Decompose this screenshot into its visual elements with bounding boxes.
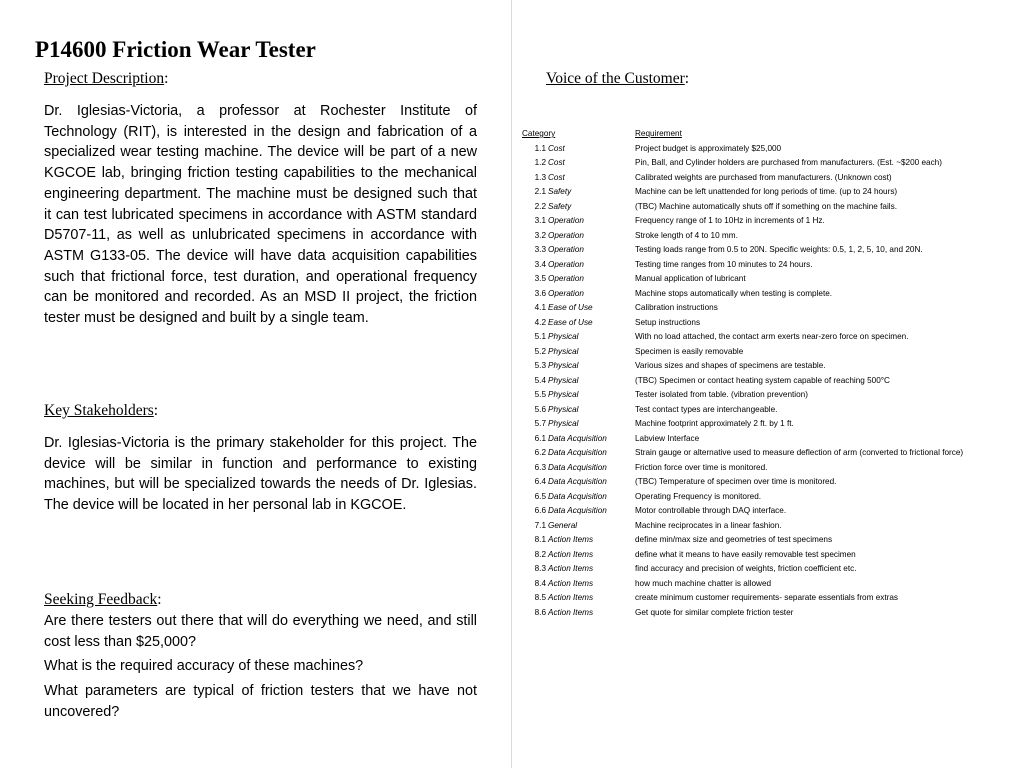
requirement-category: Data Acquisition [548, 448, 607, 457]
voice-of-customer-heading: Voice of the Customer: [546, 70, 690, 87]
requirement-text: With no load attached, the contact arm exerts near-zero force on specimen. [635, 332, 909, 341]
table-row [522, 606, 1022, 621]
requirement-text: Friction force over time is monitored. [635, 462, 768, 472]
requirement-text: (TBC) Specimen or contact heating system capable of reaching 500°C [635, 375, 890, 385]
requirement-category: Data Acquisition [548, 462, 607, 472]
table-row [522, 577, 1022, 592]
requirement-text: define min/max size and geometries of test specimens [635, 535, 833, 544]
requirement-category: Safety [548, 187, 572, 196]
requirement-number: 3.5 [534, 274, 546, 283]
project-description-text: Dr. Iglesias-Victoria, a professor at Rochester Institute of Technology (RIT), is interested in the design and fabrication of a specialized wear testing machine. The device will be part of a new KGCOE lab, bringing friction testing capabilities to the mechanical engineering department. The machine must be designed such that it can test lubricated specimens in accordance with ASTM standard D5707-11, as well as unlubricated specimens in accordance with ASTM G133-05. The device will have data acquisition capabilities such that frictional force, test duration, and operational frequency can be monitored and recorded. As an MSD II project, the friction tester must be designed and built by a single team. [44, 103, 477, 327]
requirement-category: Data Acquisition [548, 506, 607, 515]
feedback-question: What parameters are typical of friction testers that we have not uncovered? [44, 683, 477, 720]
requirement-number: 6.3 [534, 462, 546, 472]
requirement-category: Operation [548, 216, 584, 225]
requirement-text: create minimum customer requirements- separate essentials from extras [635, 593, 899, 602]
table-row [522, 243, 1022, 258]
table-row [522, 214, 1022, 229]
requirement-category: Cost [548, 158, 565, 167]
requirement-number: 3.3 [534, 245, 546, 254]
requirement-number: 3.4 [534, 259, 546, 269]
requirement-text: Testing time ranges from 10 minutes to 24 hours. [635, 259, 813, 269]
table-row [522, 490, 1022, 505]
table-row [522, 345, 1022, 360]
requirement-number: 6.1 [534, 433, 546, 443]
table-row [522, 374, 1022, 389]
requirements-table-header [522, 127, 1022, 142]
table-row [522, 330, 1022, 345]
table-row [522, 316, 1022, 331]
requirement-number: 5.6 [534, 404, 546, 414]
requirement-number: 8.1 [534, 535, 546, 544]
key-stakeholders-text: Dr. Iglesias-Victoria is the primary stakeholder for this project. The device will be similar in function and performance to existing machines, but will be specialized towards the needs of Dr. Iglesias. The device will be located in her personal lab in KGCOE. [44, 435, 477, 514]
requirement-column-header: Requirement [635, 129, 682, 138]
page-title: P14600 Friction Wear Tester [35, 37, 316, 62]
table-row [522, 548, 1022, 563]
requirement-category: Ease of Use [548, 317, 593, 327]
feedback-question: Are there testers out there that will do everything we need, and still cost less than $25,000? [44, 613, 477, 650]
requirement-text: Machine reciprocates in a linear fashion. [635, 520, 782, 530]
requirement-category: Operation [548, 230, 584, 240]
requirement-text: Stroke length of 4 to 10 mm. [635, 230, 738, 240]
requirement-category: Operation [548, 274, 584, 283]
requirement-number: 8.4 [534, 578, 546, 588]
requirement-category: Physical [548, 419, 579, 428]
requirement-category: Cost [548, 143, 565, 153]
requirement-number: 5.5 [534, 390, 546, 399]
requirement-number: 5.7 [534, 419, 546, 428]
requirement-text: Machine can be left unattended for long periods of time. (up to 24 hours) [635, 187, 898, 196]
table-row [522, 504, 1022, 519]
requirement-number: 2.2 [534, 201, 546, 211]
requirement-text: Calibration instructions [635, 303, 718, 312]
table-row [522, 446, 1022, 461]
requirement-text: Tester isolated from table. (vibration prevention) [635, 390, 808, 399]
requirement-category: Action Items [548, 578, 594, 588]
table-row [522, 519, 1022, 534]
feedback-question: What is the required accuracy of these machines? [44, 658, 364, 675]
table-row [522, 403, 1022, 418]
requirement-text: Labview Interface [635, 433, 700, 443]
seeking-feedback-heading-text: Seeking Feedback [44, 591, 158, 608]
requirement-category: Operation [548, 245, 584, 254]
requirement-category: Ease of Use [548, 303, 593, 312]
requirement-number: 6.5 [534, 491, 546, 501]
requirement-number: 1.3 [534, 172, 546, 182]
requirement-number: 8.3 [534, 564, 546, 573]
requirement-category: Physical [548, 361, 579, 370]
requirement-number: 1.1 [534, 143, 546, 153]
requirement-number: 6.6 [534, 506, 546, 515]
table-row [522, 533, 1022, 548]
table-row [522, 591, 1022, 606]
requirement-category: Physical [548, 346, 579, 356]
project-description-heading: Project Description: [44, 70, 169, 87]
table-row [522, 142, 1022, 157]
requirement-category: Action Items [548, 535, 594, 544]
table-row [522, 388, 1022, 403]
requirement-text: Machine footprint approximately 2 ft. by 1 ft. [635, 419, 794, 428]
requirement-number: 6.4 [534, 477, 546, 486]
requirement-text: Test contact types are interchangeable. [635, 404, 778, 414]
requirement-category: Physical [548, 375, 579, 385]
key-stakeholders-heading-text: Key Stakeholders [44, 402, 154, 419]
table-row [522, 287, 1022, 302]
requirement-text: Setup instructions [635, 317, 701, 327]
requirement-text: Machine stops automatically when testing is complete. [635, 288, 833, 298]
category-column-header: Category [522, 129, 556, 138]
requirement-number: 7.1 [534, 520, 546, 530]
requirement-text: Calibrated weights are purchased from manufacturers. (Unknown cost) [635, 172, 892, 182]
project-description-heading-text: Project Description [44, 70, 165, 87]
requirements-table [522, 127, 1022, 620]
key-stakeholders-heading: Key Stakeholders: [44, 402, 159, 419]
requirement-number: 6.2 [534, 448, 546, 457]
feedback-questions [44, 611, 477, 727]
voice-of-customer-heading-text: Voice of the Customer [546, 70, 685, 87]
requirement-category: Action Items [548, 564, 594, 573]
column-divider [511, 0, 512, 768]
requirement-category: Safety [548, 201, 572, 211]
requirement-text: Get quote for similar complete friction tester [635, 607, 794, 617]
requirement-category: Action Items [548, 549, 594, 559]
requirement-text: Operating Frequency is monitored. [635, 491, 762, 501]
requirement-number: 8.5 [534, 593, 546, 602]
requirement-number: 1.2 [534, 158, 546, 167]
table-row [522, 229, 1022, 244]
requirement-number: 4.1 [534, 303, 546, 312]
requirement-number: 4.2 [534, 317, 546, 327]
requirement-category: Physical [548, 390, 579, 399]
requirements-table-body [522, 142, 1022, 621]
table-row [522, 185, 1022, 200]
requirement-number: 2.1 [534, 187, 546, 196]
table-row [522, 272, 1022, 287]
requirement-category: Data Acquisition [548, 433, 607, 443]
table-row [522, 301, 1022, 316]
requirement-text: define what it means to have easily removable test specimen [635, 549, 856, 559]
table-row [522, 156, 1022, 171]
requirement-number: 3.1 [534, 216, 546, 225]
table-row [522, 417, 1022, 432]
requirement-number: 5.4 [534, 375, 546, 385]
requirement-text: find accuracy and precision of weights, friction coefficient etc. [635, 564, 857, 573]
requirement-category: Action Items [548, 607, 594, 617]
requirement-text: Specimen is easily removable [635, 346, 744, 356]
requirement-category: Physical [548, 332, 579, 341]
requirement-text: Project budget is approximately $25,000 [635, 143, 782, 153]
table-row [522, 171, 1022, 186]
table-row [522, 562, 1022, 577]
requirement-category: Physical [548, 404, 579, 414]
requirement-text: Various sizes and shapes of specimens are testable. [635, 361, 826, 370]
seeking-feedback-heading: Seeking Feedback: [44, 591, 162, 608]
requirement-category: Action Items [548, 593, 594, 602]
requirement-text: how much machine chatter is allowed [635, 578, 772, 588]
requirement-category: Data Acquisition [548, 477, 607, 486]
requirement-category: General [548, 520, 578, 530]
table-row [522, 258, 1022, 273]
requirement-text: Testing loads range from 0.5 to 20N. Specific weights: 0.5, 1, 2, 5, 10, and 20N. [635, 245, 923, 254]
requirement-number: 8.2 [534, 549, 546, 559]
requirement-text: Motor controllable through DAQ interface. [635, 506, 787, 515]
table-row [522, 432, 1022, 447]
table-row [522, 359, 1022, 374]
requirement-text: (TBC) Temperature of specimen over time is monitored. [635, 477, 837, 486]
table-row [522, 461, 1022, 476]
requirement-text: Frequency range of 1 to 10Hz in increments of 1 Hz. [635, 216, 825, 225]
table-row [522, 475, 1022, 490]
requirement-text: Manual application of lubricant [635, 274, 746, 283]
requirement-number: 5.2 [534, 346, 546, 356]
requirement-number: 3.6 [534, 288, 546, 298]
requirement-number: 5.3 [534, 361, 546, 370]
requirement-category: Data Acquisition [548, 491, 607, 501]
requirement-number: 5.1 [534, 332, 546, 341]
requirement-category: Cost [548, 172, 565, 182]
requirement-number: 3.2 [534, 230, 546, 240]
table-row [522, 200, 1022, 215]
requirement-text: Strain gauge or alternative used to measure deflection of arm (converted to frictional force) [635, 448, 964, 457]
requirement-text: (TBC) Machine automatically shuts off if something on the machine fails. [635, 201, 897, 211]
requirement-number: 8.6 [534, 607, 546, 617]
requirement-category: Operation [548, 259, 584, 269]
requirement-category: Operation [548, 288, 584, 298]
requirement-text: Pin, Ball, and Cylinder holders are purchased from manufacturers. (Est. ~$200 each) [635, 158, 942, 167]
